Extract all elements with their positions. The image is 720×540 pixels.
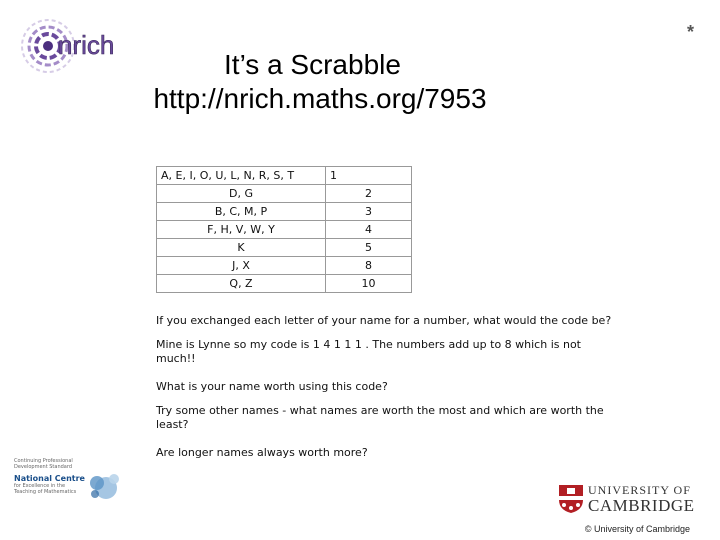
paragraph-extension: Are longer names always worth more? (156, 446, 368, 459)
letters-cell: B, C, M, P (157, 203, 326, 221)
table-row (157, 275, 412, 293)
corner-star: * (686, 22, 694, 42)
table-row (157, 239, 412, 257)
letters-cell: Q, Z (157, 275, 326, 293)
paragraph-question: If you exchanged each letter of your name for a number, what would the code be? (156, 314, 612, 327)
ncetm-bubbles-icon (86, 468, 122, 504)
paragraph-prompt: What is your name worth using this code? (156, 380, 388, 393)
letters-cell: F, H, V, W, Y (157, 221, 326, 239)
points-cell: 4 (326, 221, 412, 239)
points-cell: 10 (326, 275, 412, 293)
cpd-ncetm-label: for Excellence in the Teaching of Mathematics (14, 483, 77, 495)
paragraph-example: Mine is Lynne so my code is 1 4 1 1 1 . The numbers add up to 8 which is not much!! (156, 338, 581, 365)
points-cell: 5 (326, 239, 412, 257)
task-text (156, 314, 616, 470)
title-url: http://nrich.maths.org/7953 (153, 83, 487, 114)
cpd-standard-label: Continuing Professional Development Standard (14, 458, 73, 470)
cambridge-line2: CAMBRIDGE (588, 496, 695, 515)
table-row (157, 257, 412, 275)
points-cell: 3 (326, 203, 412, 221)
letters-cell: D, G (157, 185, 326, 203)
table-row (157, 203, 412, 221)
cambridge-line1: UNIVERSITY OF (588, 483, 691, 497)
points-cell: 8 (326, 257, 412, 275)
slide-title (0, 48, 720, 116)
cpd-standard-logo (14, 458, 124, 520)
scrabble-score-table (156, 166, 412, 293)
letters-cell: A, E, I, O, U, L, N, R, S, T (157, 167, 326, 185)
letters-cell: J, X (157, 257, 326, 275)
paragraph-challenge: Try some other names - what names are worth the most and which are worth the least? (156, 404, 604, 431)
table-row (157, 221, 412, 239)
table-row (157, 185, 412, 203)
cpd-national-centre: National Centre (14, 474, 85, 483)
letters-cell: K (157, 239, 326, 257)
cambridge-logo (558, 484, 698, 516)
cambridge-crest-icon (558, 484, 584, 514)
table-row (157, 167, 412, 185)
title-text: It’s a Scrabble (224, 49, 401, 80)
points-cell: 1 (326, 167, 412, 185)
points-cell: 2 (326, 185, 412, 203)
cambridge-wordmark (588, 484, 695, 515)
nrich-wordmark: nrich (58, 30, 115, 60)
copyright-text: © University of Cambridge (584, 524, 690, 534)
